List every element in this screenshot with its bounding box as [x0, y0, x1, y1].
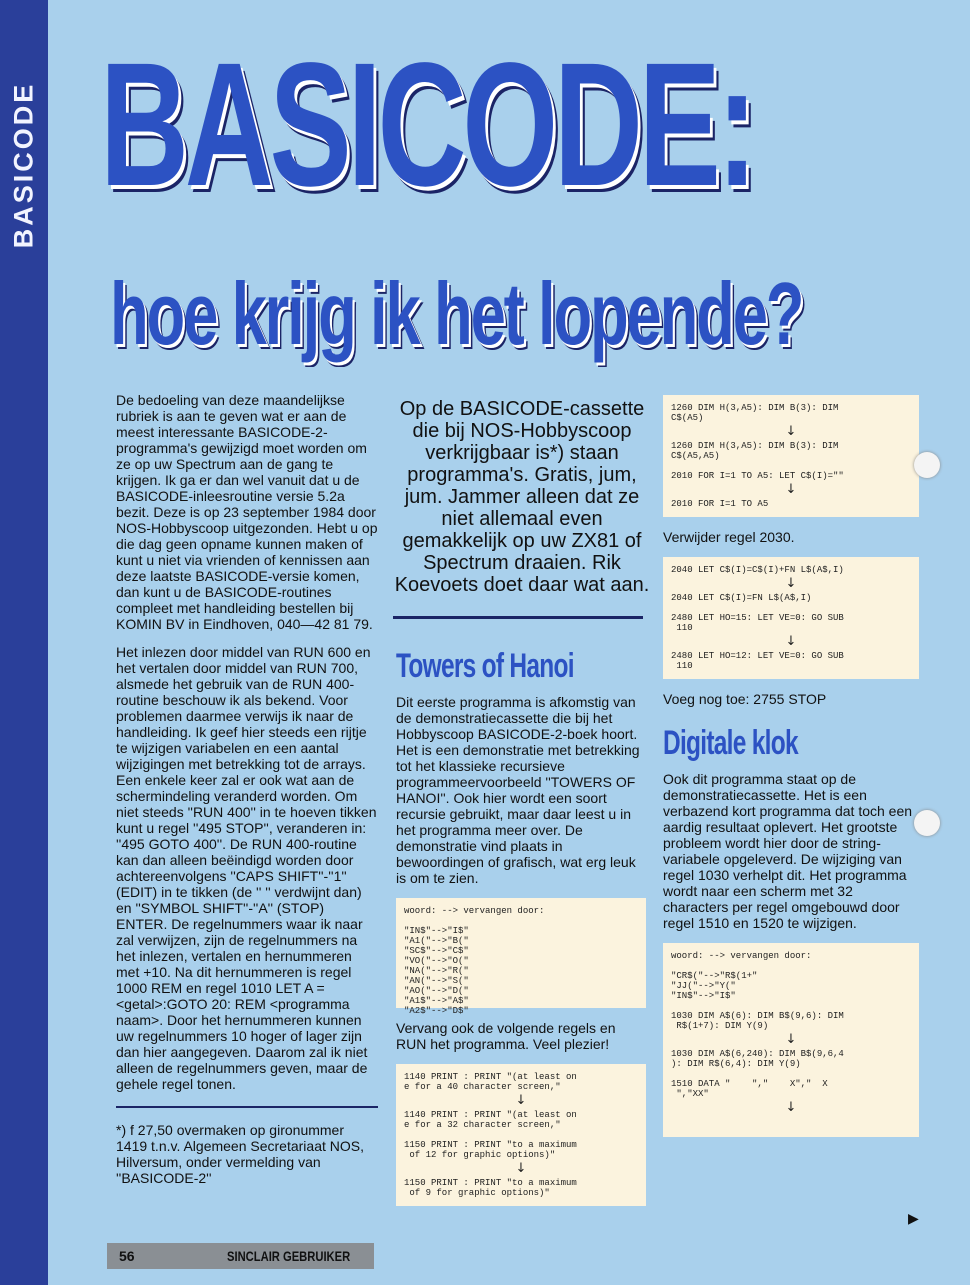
page-subtitle: hoe krijg ik het lopende?	[110, 264, 803, 363]
binder-hole	[914, 810, 940, 836]
towers-body: Dit eerste programma is afkomstig van de demonstratiecassette die bij het Hobbyscoop BASICODE-2-boek hoort. Het is een demonstratie met betrekking tot het klassieke recursieve programmeervoorbeeld ''TOWERS OF HANOI''. Ook hier wordt een soort recursie gebruikt, maar daar leest u in het programma meer over. De demonstratie vind plaats in bewoordingen of grafisch, wat erg leuk is om te zien.	[396, 694, 640, 886]
binder-hole	[914, 452, 940, 478]
code-line: "CR$("-->"R$(1+"	[671, 971, 758, 981]
towers-after-code: Vervang ook de volgende regels en RUN het programma. Veel plezier!	[396, 1020, 616, 1052]
code-line: 2010 FOR I=1 TO A5: LET C$(I)=""	[671, 471, 844, 481]
remove-line-note: Verwijder regel 2030.	[663, 529, 795, 545]
middle-column	[396, 648, 646, 1218]
code-line: 2010 FOR I=1 TO A5	[671, 499, 769, 509]
code-line: 2480 LET HO=12: LET VE=0: GO SUB 110	[671, 651, 844, 671]
code-line: "IN$"-->"I$"	[404, 926, 469, 936]
intro-divider	[393, 616, 643, 619]
code-line: 1140 PRINT : PRINT "(at least on e for a 32 character screen,"	[404, 1110, 577, 1130]
code-line: 1510 DATA " "," X"," X ","XX"	[671, 1079, 828, 1099]
down-arrow-icon: ↓	[785, 576, 797, 591]
code-line: "A1("-->"B("	[404, 936, 469, 946]
code-line: 1150 PRINT : PRINT "to a maximum of 12 for graphic options)"	[404, 1140, 577, 1160]
code-line: "SC$"-->"C$"	[404, 946, 469, 956]
down-arrow-icon: ↓	[785, 1100, 797, 1115]
page-number: 56	[119, 1248, 135, 1264]
code-line: 1150 PRINT : PRINT "to a maximum of 9 for graphic options)"	[404, 1178, 577, 1198]
heading-klok: Digitale klok	[663, 724, 798, 762]
down-arrow-icon: ↓	[515, 1093, 527, 1108]
code-line: 2040 LET C$(I)=FN L$(A$,I)	[671, 593, 812, 603]
code-header: woord: --> vervangen door:	[404, 906, 545, 916]
code-box-klok	[663, 943, 919, 1137]
down-arrow-icon: ↓	[785, 482, 797, 497]
code-line: 1030 DIM A$(6,240): DIM B$(9,6,4 ): DIM R$(6,4): DIM Y(9)	[671, 1049, 844, 1069]
code-line: 1260 DIM H(3,A5): DIM B(3): DIM C$(A5)	[671, 403, 839, 423]
code-line: 1140 PRINT : PRINT "(at least on e for a 40 character screen,"	[404, 1072, 577, 1092]
code-box-dim	[663, 395, 919, 517]
code-line: "VO("-->"O("	[404, 956, 469, 966]
left-column	[116, 392, 378, 1198]
page-title: BASICODE:	[100, 27, 754, 223]
down-arrow-icon: ↓	[785, 634, 797, 649]
paragraph-intro: De bedoeling van deze maandelijkse rubriek is aan te geven wat er aan de meest interessante BASICODE-2-programma's gewijzigd moet worden om ze op uw Spectrum aan de gang te krijgen. Ik ga er dan wel vanuit dat u de BASICODE-inleesroutine versie 5.2a bezit. Deze is op 23 september 1984 door NOS-Hobbyscoop uitgezonden. Hebt u op die dag geen opname kunnen maken of kunt u niet via vrienden of kennissen aan deze laatste BASICODE-versie komen, dan kunt u de BASICODE-routines compleet met handleiding bestellen bij KOMIN BV in Eindhoven, 040—42 81 79.	[116, 392, 378, 632]
footer-bar	[107, 1243, 374, 1269]
klok-body: Ook dit programma staat op de demonstratiecassette. Het is een verbazend kort programma dat toch een aardig resultaat oplevert. Het grootste probleem wordt hier door de string-variabele opgeleverd. De wijziging van regel 1030 verhelpt dit. Het programma wordt naar een scherm met 32 characters per regel omgebouwd door regel 1510 en 1520 te wijzigen.	[663, 771, 913, 931]
section-label: BASICODE	[8, 81, 39, 249]
code-line: "A1$"-->"A$"	[404, 996, 469, 1006]
code-box-towers-vars	[396, 898, 646, 1016]
down-arrow-icon: ↓	[515, 1161, 527, 1176]
article-intro: Op de BASICODE-cassette die bij NOS-Hobbyscoop verkrijgbaar is*) staan programma's. Gratis, jum, jum. Jammer alleen dat ze niet allemaal even gemakkelijk op uw ZX81 of Spectrum draaien. Rik Koevoets doet daar wat aan.	[394, 398, 650, 596]
code-line: 2040 LET C$(I)=C$(I)+FN L$(A$,I)	[671, 565, 844, 575]
code-box-let	[663, 557, 919, 679]
code-line: "A2$"-->"D$"	[404, 1006, 469, 1016]
magazine-name: SINCLAIR GEBRUIKER	[227, 1248, 351, 1264]
side-strip	[0, 0, 48, 1285]
right-column	[663, 395, 919, 1149]
code-line: 1030 DIM A$(6): DIM B$(9,6): DIM R$(1+7): DIM Y(9)	[671, 1011, 844, 1031]
paragraph-instructions: Het inlezen door middel van RUN 600 en het vertalen door middel van RUN 700, alsmede het gebruik van de RUN 400-routine beschouw ik als bekend. Voor problemen daarmee verwijs ik naar de handleiding. Ik geef hier steeds een rijtje te wijzigen variabelen en een aantal wijzigingen met betrekking tot de arrays. Een enkele keer zal er ook wat aan de schermindeling veranderd worden. Om niet steeds ''RUN 400'' in te hoeven tikken kunt u regel ''495 STOP'', veranderen in: ''495 GOTO 400''. De RUN 400-routine kan dan alleen beëindigd worden door achtereenvolgens ''CAPS SHIFT''-''1'' (EDIT) in te tikken (de '' '' verdwijnt dan) en ''SYMBOL SHIFT''-''A'' (STOP) ENTER. De regelnummers waar ik naar zal verwijzen, zijn de regelnummers na het inlezen, vertalen en hernummeren met +10. Na dit hernummeren is regel 1000 REM en regel 1010 LET A = <getal>:GOTO 20: REM <programma naam>. Door het hernummeren kunnen uw regelnummers 10 hoger of lager zijn dan hier aangegeven. Daarom zal ik niet alleen de regelnummers geven, maar de gehele regel tonen.	[116, 644, 377, 1092]
down-arrow-icon: ↓	[785, 1032, 797, 1047]
divider	[116, 1106, 378, 1108]
code-line: "NA("-->"R("	[404, 966, 469, 976]
code-line: "AO("-->"D("	[404, 986, 469, 996]
code-line: "JJ("-->"Y("	[671, 981, 736, 991]
code-line: 2480 LET HO=15: LET VE=0: GO SUB 110	[671, 613, 844, 633]
heading-towers: Towers of Hanoi	[396, 647, 574, 685]
add-line-note: Voeg nog toe: 2755 STOP	[663, 691, 827, 707]
down-arrow-icon: ↓	[785, 424, 797, 439]
code-line: "IN$"-->"I$"	[671, 991, 736, 1001]
footnote: *) f 27,50 overmaken op gironummer 1419 t.n.v. Algemeen Secretariaat NOS, Hilversum, onder vermelding van ''BASICODE-2''	[116, 1122, 364, 1186]
code-line: 1260 DIM H(3,A5): DIM B(3): DIM C$(A5,A5)	[671, 441, 839, 461]
code-box-towers-lines	[396, 1064, 646, 1206]
continue-triangle-icon: ▶	[908, 1210, 919, 1226]
code-line: "AN("-->"S("	[404, 976, 469, 986]
code-header: woord: --> vervangen door:	[671, 951, 812, 961]
